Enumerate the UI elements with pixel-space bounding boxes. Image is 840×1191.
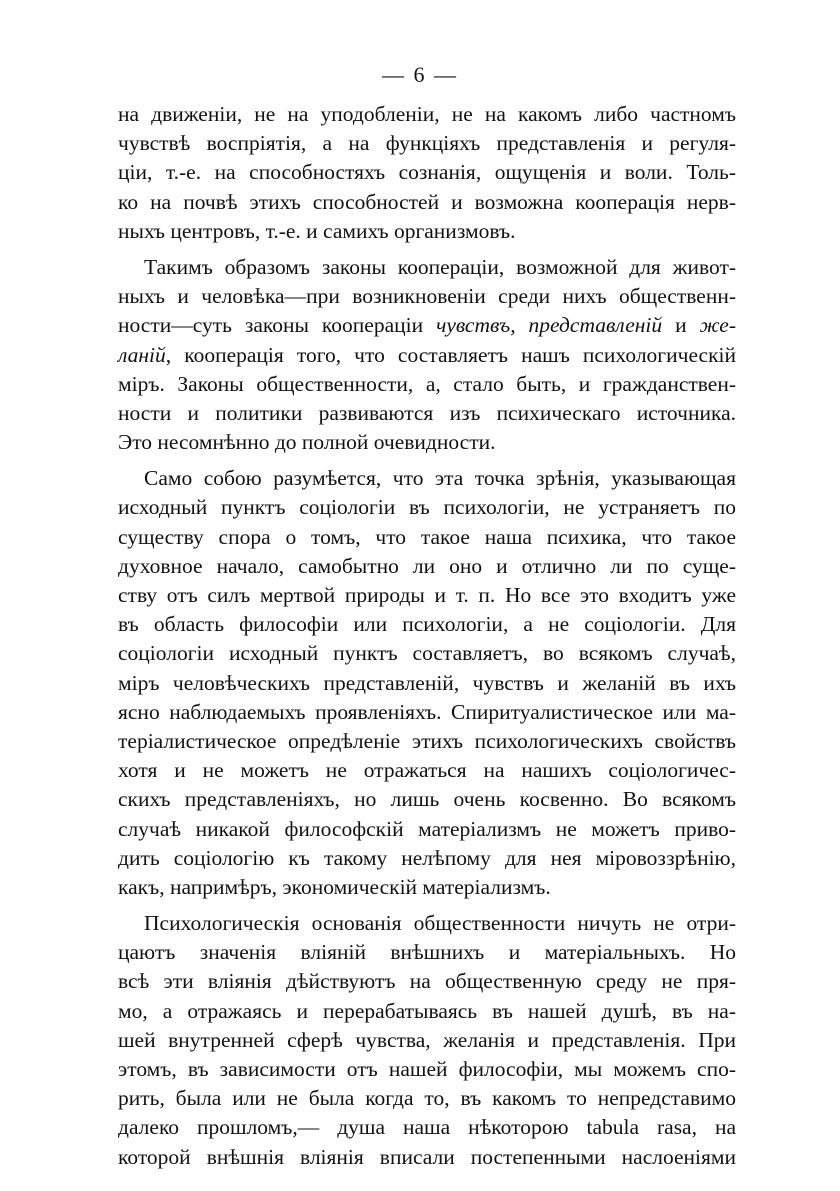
paragraph <box>118 253 736 457</box>
text-line: далеко прошломъ,— душа наша нѣкоторою tabula rasa, на <box>118 1115 736 1140</box>
text-line: этомъ, въ зависимости отъ нашей философіи, мы можемъ спо- <box>118 1057 736 1081</box>
paragraph <box>118 100 736 246</box>
paragraph-gap <box>118 246 736 253</box>
text-line: ныхъ и человѣка—при возникновеніи среди нихъ общественн- <box>118 284 736 309</box>
text-line: какъ, напримѣръ, экономическій матеріализмъ. <box>118 874 551 899</box>
text-line: шей внутренней сферѣ чувства, желанія и представленія. При <box>118 1027 736 1052</box>
text-line: теріалистическое опредѣленіе этихъ психологическихъ свойствъ <box>118 728 736 753</box>
text-line: случаѣ никакой философскій матеріализмъ не можетъ приво- <box>118 816 736 841</box>
paragraph-gap <box>118 902 736 909</box>
text-line: ности—суть законы коопераціи чувствъ, представленій и же- <box>118 313 736 338</box>
text-line: Психологическія основанія общественности ничуть не отри- <box>144 911 736 936</box>
paragraph <box>118 464 736 902</box>
text-line: ланій, кооперація того, что составляетъ нашъ психологическій <box>118 342 736 367</box>
italic-phrase: же- <box>699 313 736 338</box>
italic-phrase: чувствъ, представленій <box>436 313 663 338</box>
text-line: Это несомнѣнно до полной очевидности. <box>118 430 496 455</box>
text-line: исходный пунктъ соціологіи въ психологіи, не устраняетъ по <box>118 495 736 520</box>
text-line: всѣ эти вліянія дѣйствуютъ на общественную среду не пря- <box>118 969 736 994</box>
text-line: хотя и не можетъ не отражаться на нашихъ соціологичес- <box>118 758 736 783</box>
text-line: въ область философіи или психологіи, а не соціологіи. Для <box>118 612 736 637</box>
text-line: соціологіи исходный пунктъ составляетъ, во всякомъ случаѣ, <box>118 641 736 666</box>
text-line: міръ. Законы общественности, а, стало быть, и гражданствен- <box>118 371 736 396</box>
paragraph-gap <box>118 457 736 464</box>
text-line: ко на почвѣ этихъ способностей и возможна кооперація нерв- <box>118 189 736 214</box>
text-line: ности и политики развиваются изъ психическаго источника. <box>118 400 736 425</box>
text-line: ціи, т.-е. на способностяхъ сознанія, ощущенія и воли. Толь- <box>118 160 736 185</box>
text-line: на движеніи, не на уподобленіи, не на какомъ либо частномъ <box>118 102 736 126</box>
text-line: Такимъ образомъ законы коопераціи, возможной для живот- <box>144 254 736 279</box>
text-line: мо, а отражаясь и перерабатываясь въ нашей душѣ, въ на- <box>118 998 736 1023</box>
text-line: духовное начало, самобытно ли оно и отлично ли по суще- <box>118 553 736 578</box>
body-text <box>118 100 736 1172</box>
text-line: дить соціологію къ такому нелѣпому для нея міровоззрѣнію, <box>118 845 736 870</box>
text-line: ству отъ силъ мертвой природы и т. п. Но все это входитъ уже <box>118 583 736 607</box>
paragraph <box>118 909 736 1172</box>
text-line: Само собою разумѣется, что эта точка зрѣнія, указывающая <box>144 466 736 491</box>
page-number: — 6 — <box>382 62 458 87</box>
text-line: рить, была или не была когда то, въ какомъ то непредставимо <box>118 1086 736 1111</box>
text-line: которой внѣшнія вліянія вписали постепенными наслоеніями <box>118 1144 736 1169</box>
italic-phrase: ланій <box>118 342 166 367</box>
text-line: ясно наблюдаемыхъ проявленіяхъ. Спиритуалистическое или ма- <box>118 699 736 724</box>
text-line: ныхъ центровъ, т.-е. и самихъ организмовъ. <box>118 218 516 243</box>
text-line: чувствѣ воспріятія, а на функціяхъ представленія и регуля- <box>118 131 736 156</box>
text-line: міръ человѣческихъ представленій, чувствъ и желаній въ ихъ <box>118 670 736 695</box>
text-line: существу спора о томъ, что такое наша психика, что такое <box>118 524 736 549</box>
text-line: цаютъ значенія вліяній внѣшнихъ и матеріальныхъ. Но <box>118 940 736 965</box>
text-line: скихъ представленіяхъ, но лишь очень косвенно. Во всякомъ <box>118 787 736 812</box>
